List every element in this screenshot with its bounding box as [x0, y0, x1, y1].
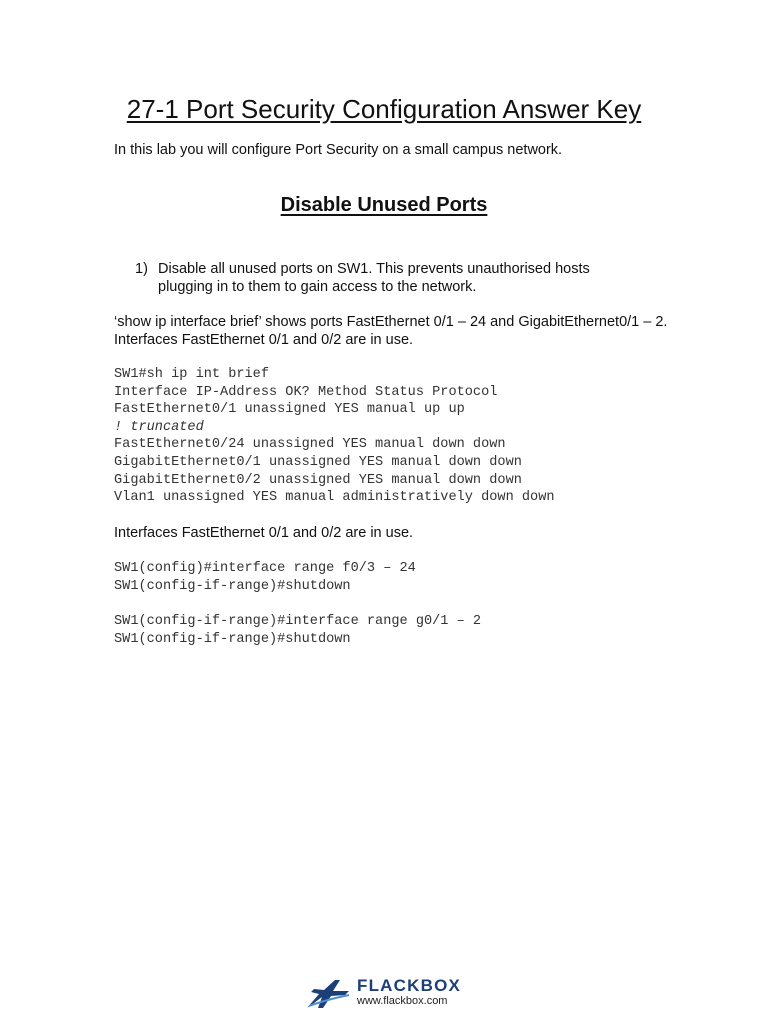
code-line: SW1(config-if-range)#shutdown [114, 631, 351, 647]
plane-icon [305, 978, 353, 1010]
code-line: GigabitEthernet0/1 unassigned YES manual down down [114, 454, 522, 470]
brand-url: www.flackbox.com [357, 995, 448, 1007]
section-heading: Disable Unused Ports [280, 194, 488, 216]
code-block-interface-brief [114, 366, 714, 507]
paragraph-show-interface: ‘show ip interface brief’ shows ports FastEthernet 0/1 – 24 and GigabitEthernet0/1 – 2. Interfaces FastEthernet 0/1 and 0/2 are in use. [114, 314, 668, 348]
paragraph-in-use: Interfaces FastEthernet 0/1 and 0/2 are in use. [114, 525, 414, 541]
code-block-shutdown-gigabit [114, 613, 714, 648]
code-line: Vlan1 unassigned YES manual administratively down down [114, 490, 555, 506]
code-line: FastEthernet0/24 unassigned YES manual down down [114, 437, 506, 453]
code-line: FastEthernet0/1 unassigned YES manual up up [114, 402, 465, 418]
page-title: 27-1 Port Security Configuration Answer Key [126, 94, 642, 124]
code-line: SW1(config-if-range)#interface range g0/1 – 2 [114, 614, 482, 629]
code-comment: ! truncated [114, 419, 204, 435]
code-line: Interface IP-Address OK? Method Status Protocol [114, 384, 498, 400]
code-line: GigabitEthernet0/2 unassigned YES manual down down [114, 472, 522, 488]
brand-name: FLACKBOX [357, 976, 462, 995]
step-number: 1) [135, 261, 148, 277]
footer-logo [305, 976, 475, 1012]
intro-text: In this lab you will configure Port Security on a small campus network. [114, 142, 563, 158]
code-line: SW1#sh ip int brief [114, 367, 269, 382]
code-line: SW1(config)#interface range f0/3 – 24 [114, 561, 416, 576]
code-line: SW1(config-if-range)#shutdown [114, 578, 351, 594]
code-block-shutdown-fastethernet [114, 560, 714, 595]
step-text: Disable all unused ports on SW1. This prevents unauthorised hosts plugging in to them to gain access to the network. [158, 261, 590, 295]
